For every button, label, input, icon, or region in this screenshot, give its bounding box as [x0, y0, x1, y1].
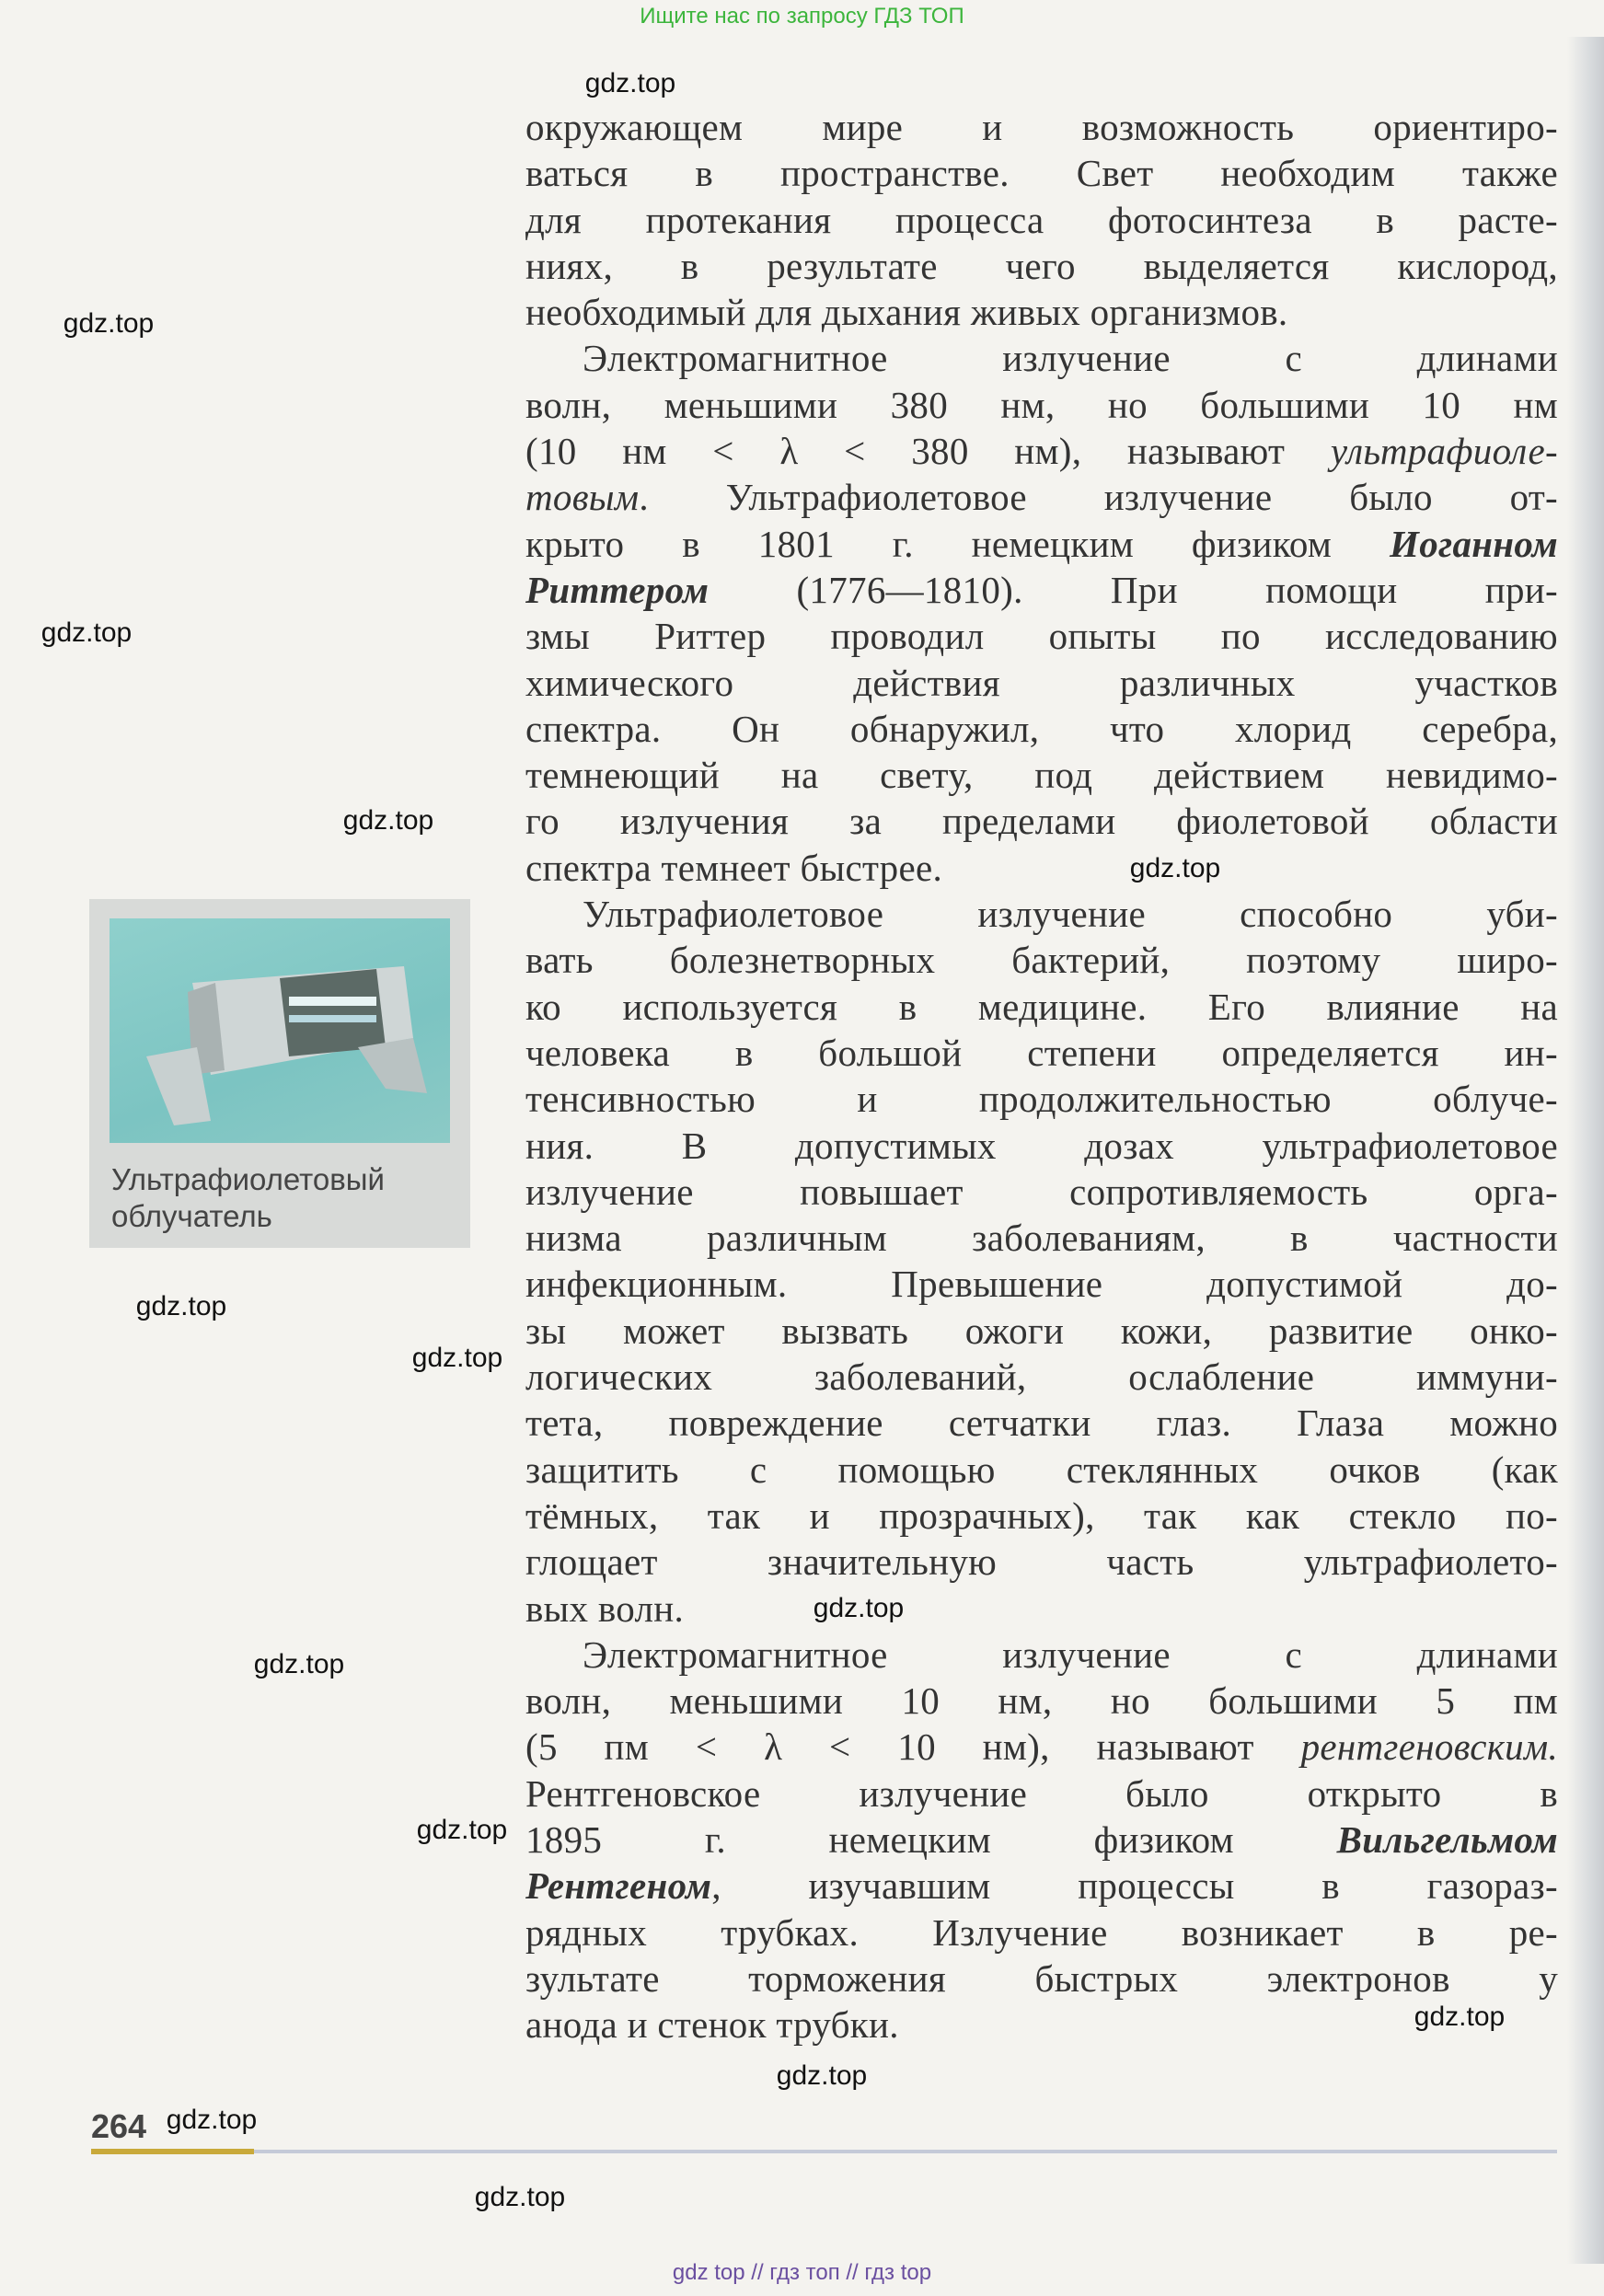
text-line: [525, 1909, 1558, 1956]
text-run: человека в большой степени определяется ин-: [525, 1031, 1558, 1074]
text-line: [525, 1215, 1558, 1261]
emphasis-text: Риттером: [525, 568, 710, 611]
text-run: го излучения за пределами фиолетовой области: [525, 800, 1558, 843]
text-line: [525, 2002, 1558, 2048]
text-line: [525, 1493, 1558, 1539]
emphasis-text: Иоганном: [1390, 522, 1558, 565]
watermark-link[interactable]: gdz.top: [1414, 2002, 1506, 2032]
emphasis-text: Рентгеном: [525, 1864, 712, 1908]
text-line: [525, 752, 1558, 798]
text-run: Электромагнитное излучение с длинами: [583, 337, 1558, 380]
page-edge-shadow: [1567, 37, 1604, 2264]
watermark-link[interactable]: gdz.top: [135, 1291, 227, 1321]
text-line: [525, 104, 1558, 150]
text-run: (1776—1810). При помощи при-: [709, 568, 1558, 611]
text-line: [525, 1724, 1558, 1770]
text-line: [525, 845, 1558, 891]
watermark-link[interactable]: gdz.top: [474, 2182, 566, 2212]
watermark-link[interactable]: gdz.top: [416, 1815, 508, 1845]
footer-links[interactable]: gdz top // гдз топ // гдз top: [672, 2260, 932, 2285]
text-line: [525, 567, 1558, 613]
text-run: (10 нм < λ < 380 нм), называют: [525, 430, 1331, 473]
text-line: [525, 1863, 1558, 1909]
figure-caption: [111, 1161, 385, 1235]
watermark-link[interactable]: gdz.top: [411, 1343, 503, 1373]
footer-accent-bar: [91, 2149, 254, 2154]
text-run: крыто в 1801 г. немецким физиком: [525, 522, 1391, 565]
text-line: [525, 1771, 1558, 1817]
text-run: низма различным заболеваниям, в частности: [525, 1217, 1558, 1260]
text-line: [525, 1586, 1558, 1632]
text-line: [525, 1956, 1558, 2002]
text-line: [525, 1539, 1558, 1585]
text-run: ко используется в медицине. Его влияние на: [525, 985, 1558, 1028]
text-run: излучение повышает сопротивляемость орга-: [525, 1170, 1558, 1213]
text-run: рядных трубках. Излучение возникает в ре-: [525, 1910, 1558, 1954]
text-line: [525, 984, 1558, 1030]
text-line: [525, 521, 1558, 567]
header-banner[interactable]: Ищите нас по запросу ГДЗ ТОП: [640, 4, 964, 29]
page-number: 264: [91, 2107, 147, 2145]
text-line: [525, 1308, 1558, 1354]
text-line: [525, 1354, 1558, 1400]
text-run: анода и стенок трубки.: [525, 2003, 899, 2047]
text-line: [525, 1030, 1558, 1076]
text-run: инфекционным. Превышение допустимой до-: [525, 1263, 1558, 1306]
text-line: [525, 428, 1558, 474]
uv-lamp-photo: [110, 918, 450, 1143]
text-run: зы может вызвать ожоги кожи, развитие онко-: [525, 1309, 1558, 1352]
text-line: [525, 613, 1558, 659]
text-run: ния. В допустимых дозах ультрафиолетовое: [525, 1124, 1558, 1167]
text-run: для протекания процесса фотосинтеза в расте-: [525, 198, 1558, 241]
caption-line: Ультрафиолетовый: [111, 1162, 385, 1196]
text-run: , изучавшим процессы в газораз-: [711, 1864, 1558, 1908]
text-run: вать болезнетворных бактерий, поэтому широ-: [525, 939, 1558, 982]
text-line: [525, 1261, 1558, 1307]
text-run: 1895 г. немецким физиком: [525, 1817, 1337, 1861]
emphasis-text: ультрафиоле-: [1330, 430, 1558, 473]
text-line: [525, 197, 1558, 243]
emphasis-text: Вильгельмом: [1336, 1817, 1558, 1861]
text-run: защитить с помощью стеклянных очков (как: [525, 1448, 1558, 1491]
text-run: . Ультрафиолетовое излучение было от-: [639, 476, 1558, 519]
text-run: вых волн.: [525, 1586, 685, 1630]
text-run: тета, повреждение сетчатки глаз. Глаза можно: [525, 1402, 1558, 1445]
text-run: необходимый для дыхания живых организмов.: [525, 291, 1288, 334]
watermark-link[interactable]: gdz.top: [63, 308, 155, 339]
watermark-link[interactable]: gdz.top: [1129, 853, 1221, 883]
text-run: глощает значительную часть ультрафиолето-: [525, 1540, 1558, 1584]
text-line: [525, 1076, 1558, 1122]
text-run: тёмных, так и прозрачных), так как стекло по-: [525, 1494, 1558, 1537]
text-line: [525, 1447, 1558, 1493]
text-line: [525, 243, 1558, 289]
text-run: логических заболеваний, ослабление иммуни-: [525, 1356, 1558, 1399]
text-line: [525, 937, 1558, 983]
watermark-link[interactable]: gdz.top: [776, 2060, 868, 2091]
text-run: Электромагнитное излучение с длинами: [583, 1633, 1558, 1676]
text-line: [525, 1632, 1558, 1678]
text-line: [525, 1678, 1558, 1724]
text-line: [525, 706, 1558, 752]
text-line: [525, 660, 1558, 706]
text-run: Рентгеновское излучение было открыто в: [525, 1771, 1558, 1815]
text-run: змы Риттер проводил опыты по исследованию: [525, 615, 1558, 658]
text-run: темнеющий на свету, под действием невидимо-: [525, 754, 1558, 797]
text-line: [525, 1400, 1558, 1446]
text-line: [525, 335, 1558, 381]
text-line: [525, 474, 1558, 520]
watermark-link[interactable]: gdz.top: [166, 2105, 258, 2135]
text-line: [525, 1123, 1558, 1169]
text-line: [525, 289, 1558, 335]
watermark-link[interactable]: gdz.top: [813, 1593, 905, 1623]
text-run: волн, меньшими 10 нм, но большими 5 пм: [525, 1679, 1558, 1723]
text-line: [525, 382, 1558, 428]
emphasis-text: товым: [525, 476, 640, 519]
caption-line: облучатель: [111, 1199, 272, 1233]
text-run: Ультрафиолетовое излучение способно уби-: [583, 893, 1558, 936]
text-run: зультате торможения быстрых электронов у: [525, 1956, 1558, 2000]
text-line: [525, 891, 1558, 937]
text-run: ниях, в результате чего выделяется кислород,: [525, 244, 1558, 287]
watermark-link[interactable]: gdz.top: [342, 805, 434, 836]
text-line: [525, 1169, 1558, 1215]
watermark-link[interactable]: gdz.top: [40, 617, 133, 648]
text-line: [525, 798, 1558, 844]
uv-lamp-illustration: [110, 918, 450, 1143]
watermark-link[interactable]: gdz.top: [253, 1649, 345, 1679]
text-run: ваться в пространстве. Свет необходим также: [525, 152, 1558, 195]
text-run: волн, меньшими 380 нм, но большими 10 нм: [525, 383, 1558, 426]
text-line: [525, 150, 1558, 196]
text-run: спектра темнеет быстрее.: [525, 846, 943, 889]
text-line: [525, 1817, 1558, 1863]
text-run: окружающем мире и возможность ориентиро-: [525, 106, 1558, 148]
text-run: тенсивностью и продолжительностью облуче-: [525, 1078, 1558, 1121]
text-run: химического действия различных участков: [525, 661, 1558, 704]
watermark-link[interactable]: gdz.top: [584, 68, 676, 98]
emphasis-text: рентгеновским.: [1300, 1725, 1558, 1769]
text-run: спектра. Он обнаружил, что хлорид серебра,: [525, 707, 1558, 750]
footer-rule: [254, 2150, 1557, 2153]
text-run: (5 пм < λ < 10 нм), называют: [525, 1725, 1301, 1769]
figure-uv-irradiator: [89, 899, 470, 1248]
body-text: [525, 104, 1558, 2048]
